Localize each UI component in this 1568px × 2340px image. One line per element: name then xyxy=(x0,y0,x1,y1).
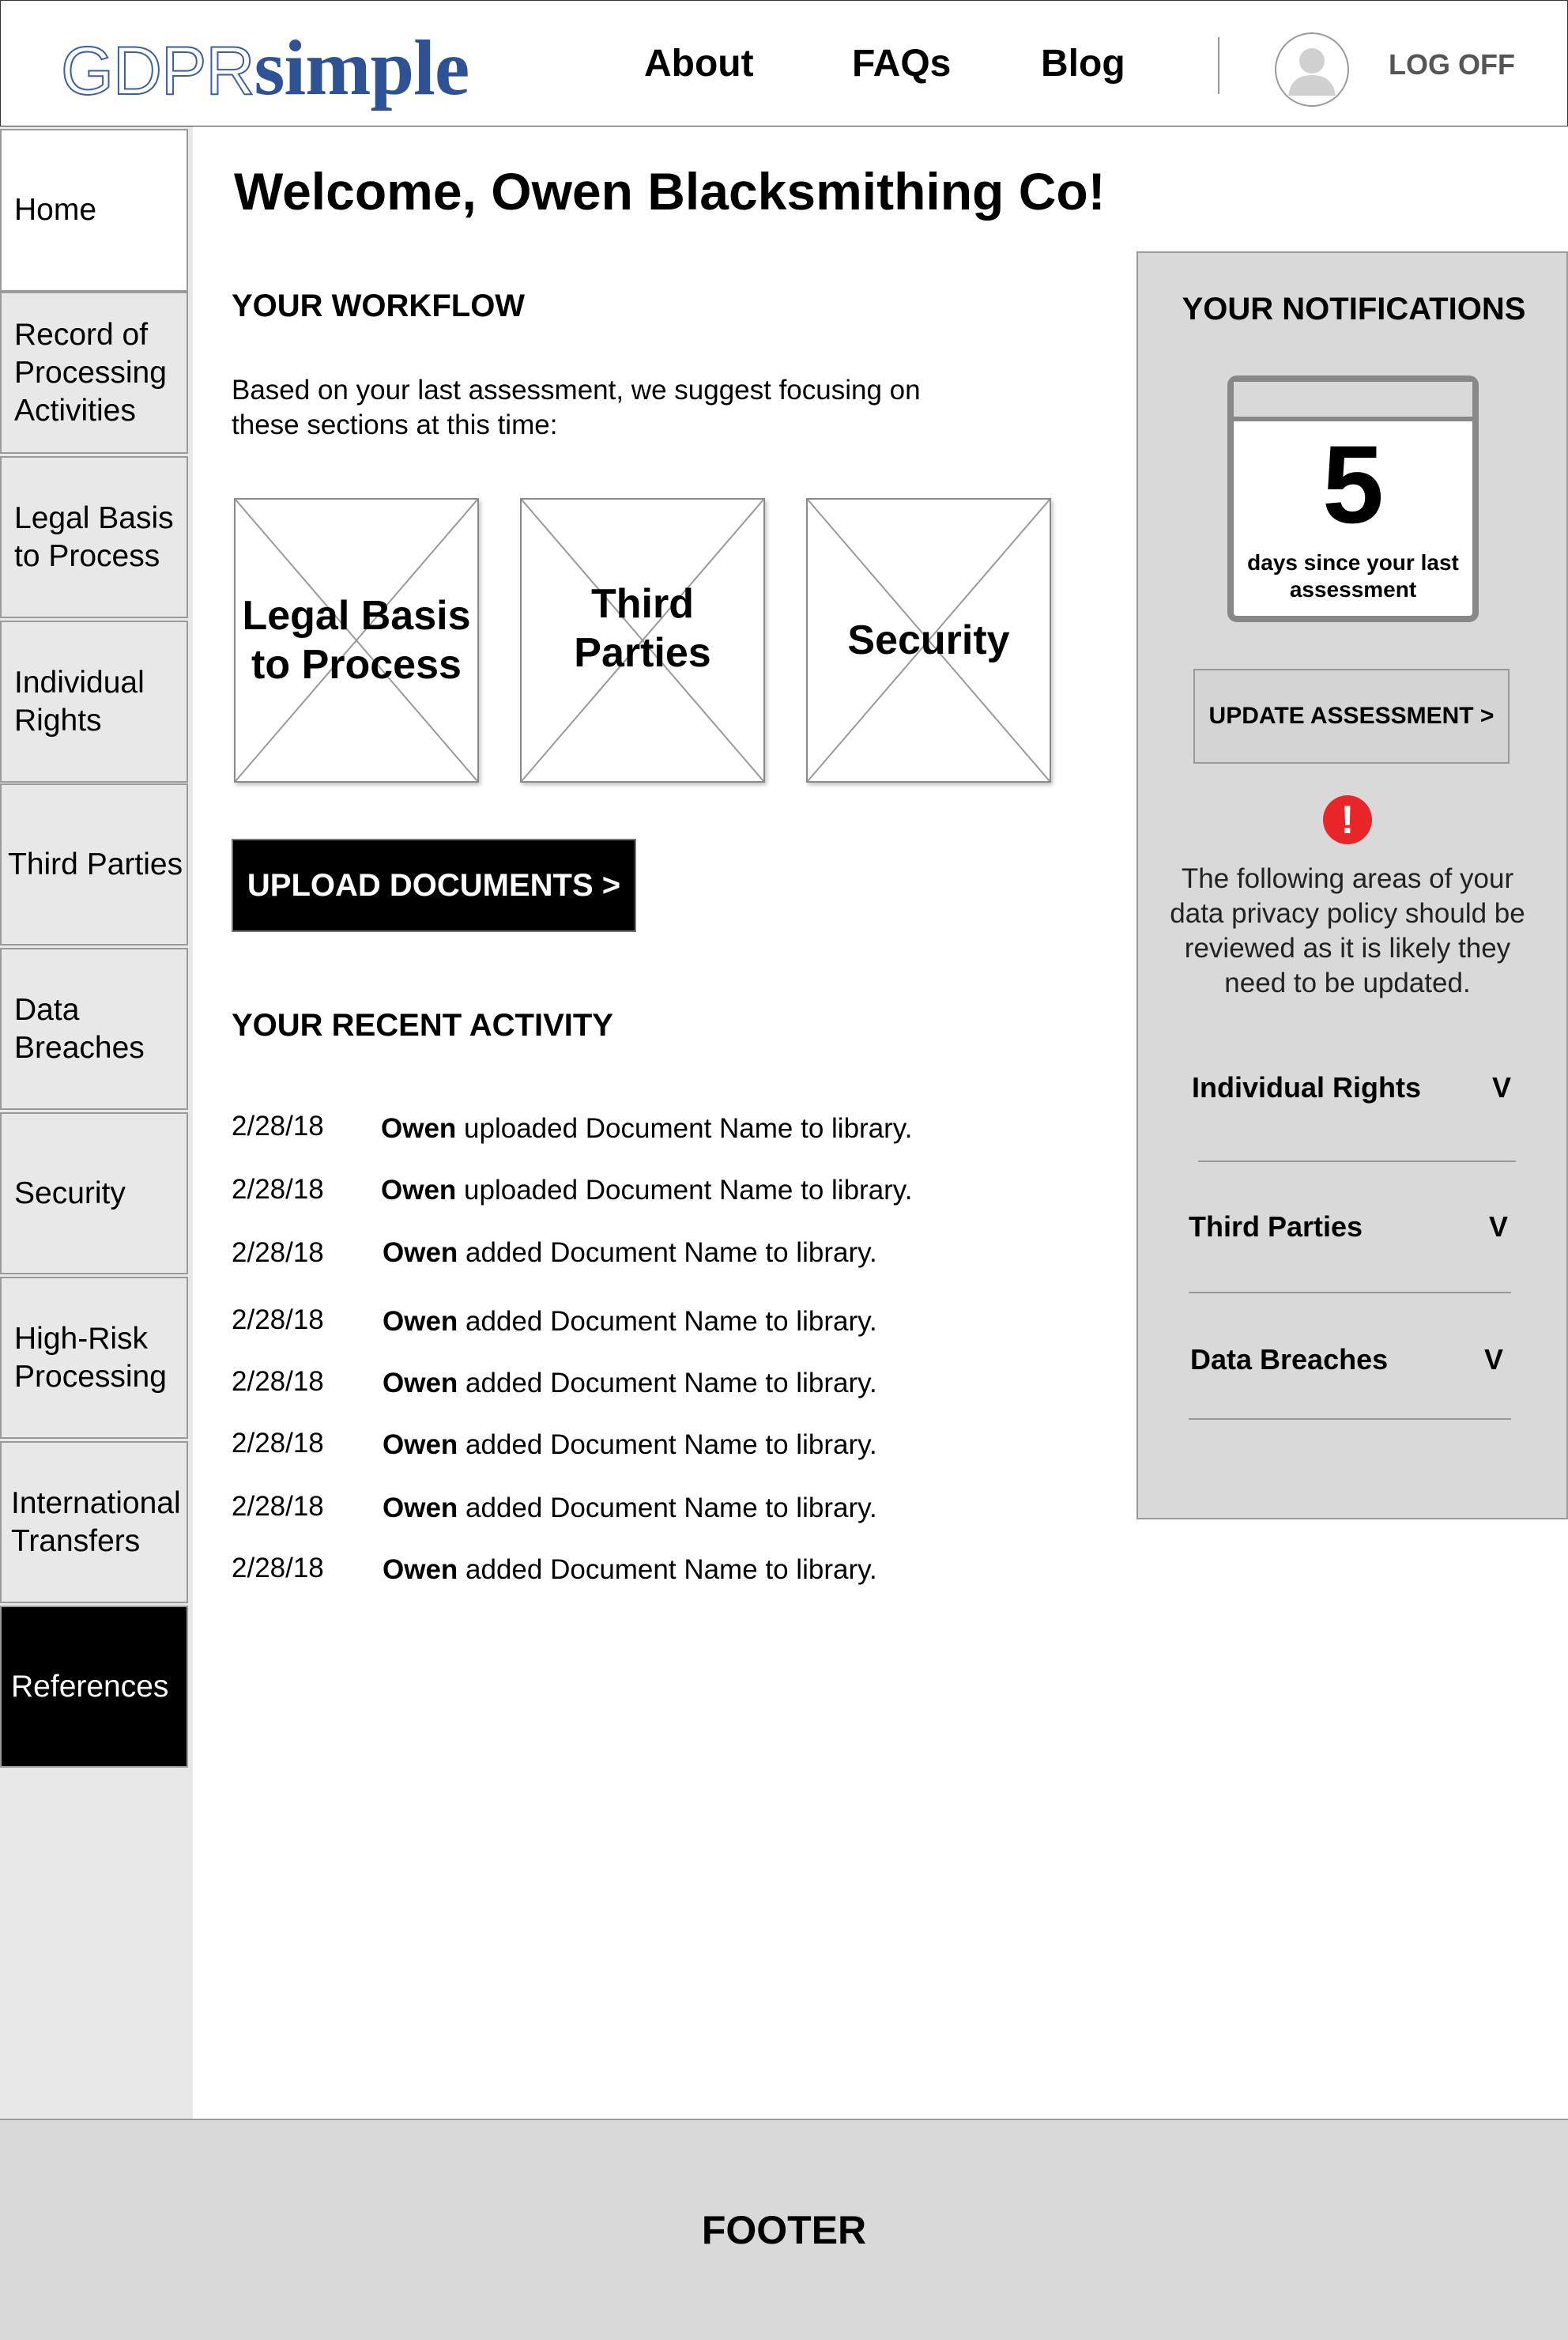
log-off-link[interactable]: LOG OFF xyxy=(1389,48,1515,81)
activity-description: uploaded Document Name to library. xyxy=(456,1113,913,1144)
notification-item-individual-rights[interactable] xyxy=(1192,1064,1511,1112)
focus-card-label: Legal Basis to Process xyxy=(242,593,471,688)
sidebar-item-label: Data Breaches xyxy=(14,992,145,1065)
activity-date: 2/28/18 xyxy=(232,1366,324,1397)
activity-entry xyxy=(383,1553,877,1587)
sidebar-item-references[interactable] xyxy=(0,1606,188,1768)
sidebar-item-high-risk-processing[interactable] xyxy=(0,1277,188,1439)
divider xyxy=(1189,1292,1511,1293)
notification-item-data-breaches[interactable] xyxy=(1190,1336,1503,1383)
activity-description: uploaded Document Name to library. xyxy=(456,1175,913,1206)
site-footer xyxy=(0,2119,1568,2340)
sidebar-item-label: Legal Basis to Process xyxy=(14,500,174,573)
activity-user: Owen xyxy=(381,1175,457,1206)
nav-blog-link[interactable]: Blog xyxy=(1041,43,1125,85)
focus-card-legal-basis[interactable] xyxy=(234,498,479,783)
activity-user: Owen xyxy=(383,1429,458,1460)
sidebar-item-label: Individual Rights xyxy=(14,665,145,738)
logo-text-gdpr: GDPR xyxy=(61,33,254,109)
activity-user: Owen xyxy=(383,1368,458,1398)
calendar-header-bar xyxy=(1234,382,1472,421)
sidebar-item-individual-rights[interactable] xyxy=(0,621,188,783)
activity-entry xyxy=(383,1491,877,1526)
activity-date: 2/28/18 xyxy=(232,1237,324,1268)
activity-entry xyxy=(383,1304,877,1339)
recent-activity-heading: YOUR RECENT ACTIVITY xyxy=(232,1008,613,1043)
days-since-caption: days since your last assessment xyxy=(1247,550,1459,602)
site-header xyxy=(0,0,1568,126)
divider xyxy=(1198,1161,1516,1162)
update-assessment-button[interactable]: UPDATE ASSESSMENT > xyxy=(1193,669,1510,764)
sidebar-item-label: References xyxy=(11,1669,169,1704)
nav-faqs-link[interactable]: FAQs xyxy=(852,43,952,85)
activity-description: added Document Name to library. xyxy=(458,1368,877,1398)
focus-card-label: Third Parties xyxy=(574,581,711,676)
focus-card-label: Security xyxy=(847,617,1010,663)
activity-user: Owen xyxy=(383,1493,458,1523)
notification-item-label: Data Breaches xyxy=(1190,1343,1389,1376)
focus-card-third-parties[interactable] xyxy=(520,498,765,783)
sidebar-item-data-breaches[interactable] xyxy=(0,948,188,1110)
activity-entry xyxy=(381,1173,912,1208)
activity-date: 2/28/18 xyxy=(232,1553,324,1583)
notifications-title: YOUR NOTIFICATIONS xyxy=(1182,292,1526,326)
chevron-down-icon[interactable]: V xyxy=(1491,1071,1511,1104)
upload-documents-button[interactable]: UPLOAD DOCUMENTS > xyxy=(232,839,636,932)
footer-label: FOOTER xyxy=(701,2208,867,2252)
activity-user: Owen xyxy=(381,1113,457,1144)
activity-description: added Document Name to library. xyxy=(458,1493,877,1523)
workflow-description: Based on your last assessment, we suggest focusing on these sections at this time: xyxy=(232,375,921,440)
activity-entry xyxy=(383,1236,877,1270)
sidebar-item-home[interactable] xyxy=(0,129,188,292)
gdprsimple-logo[interactable] xyxy=(61,25,469,111)
activity-user: Owen xyxy=(383,1554,458,1585)
notifications-panel xyxy=(1136,251,1568,1519)
activity-user: Owen xyxy=(383,1306,458,1337)
activity-date: 2/28/18 xyxy=(232,1491,324,1522)
activity-description: added Document Name to library. xyxy=(458,1237,877,1268)
alert-message: The following areas of your data privacy policy should be reviewed as it is likely they need to be updated. xyxy=(1170,863,1525,998)
page-title: Welcome, Owen Blacksmithing Co! xyxy=(234,162,1106,221)
logo-text-simple: simple xyxy=(254,24,469,111)
activity-date: 2/28/18 xyxy=(232,1111,324,1142)
sidebar-item-label: Home xyxy=(14,193,97,227)
sidebar-nav xyxy=(0,126,193,2119)
chevron-down-icon[interactable]: V xyxy=(1483,1343,1503,1376)
notification-item-label: Third Parties xyxy=(1189,1210,1363,1243)
nav-about-link[interactable]: About xyxy=(644,43,754,85)
activity-entry xyxy=(381,1112,912,1146)
calendar-icon xyxy=(1227,376,1479,622)
sidebar-item-label: Security xyxy=(14,1176,126,1210)
activity-date: 2/28/18 xyxy=(232,1174,324,1205)
sidebar-item-label: Third Parties xyxy=(8,847,183,881)
sidebar-item-international-transfers[interactable] xyxy=(0,1441,188,1603)
sidebar-item-third-parties[interactable] xyxy=(0,783,188,945)
avatar-silhouette xyxy=(1276,34,1348,105)
sidebar-item-label: Record of Processing Activities xyxy=(14,317,167,428)
activity-description: added Document Name to library. xyxy=(458,1554,877,1585)
activity-entry xyxy=(383,1428,877,1462)
activity-description: added Document Name to library. xyxy=(458,1306,877,1337)
sidebar-item-label: International Transfers xyxy=(11,1485,181,1558)
chevron-down-icon[interactable]: V xyxy=(1488,1210,1508,1243)
divider xyxy=(1189,1418,1511,1420)
activity-user: Owen xyxy=(383,1237,458,1268)
sidebar-item-record-of-processing[interactable] xyxy=(0,292,188,454)
sidebar-item-security[interactable] xyxy=(0,1112,188,1274)
activity-date: 2/28/18 xyxy=(232,1428,324,1459)
notification-item-third-parties[interactable] xyxy=(1189,1203,1508,1251)
days-since-count: 5 xyxy=(1322,422,1384,546)
focus-card-security[interactable] xyxy=(806,498,1051,783)
sidebar-item-legal-basis[interactable] xyxy=(0,456,188,618)
notification-item-label: Individual Rights xyxy=(1192,1071,1422,1104)
activity-entry xyxy=(383,1366,877,1401)
activity-description: added Document Name to library. xyxy=(458,1429,877,1460)
alert-icon: ! xyxy=(1323,795,1372,844)
nav-divider xyxy=(1218,37,1219,94)
sidebar-item-label: High-Risk Processing xyxy=(14,1321,167,1394)
workflow-heading: YOUR WORKFLOW xyxy=(232,289,526,323)
activity-date: 2/28/18 xyxy=(232,1304,324,1335)
user-avatar-icon[interactable] xyxy=(1275,32,1349,107)
